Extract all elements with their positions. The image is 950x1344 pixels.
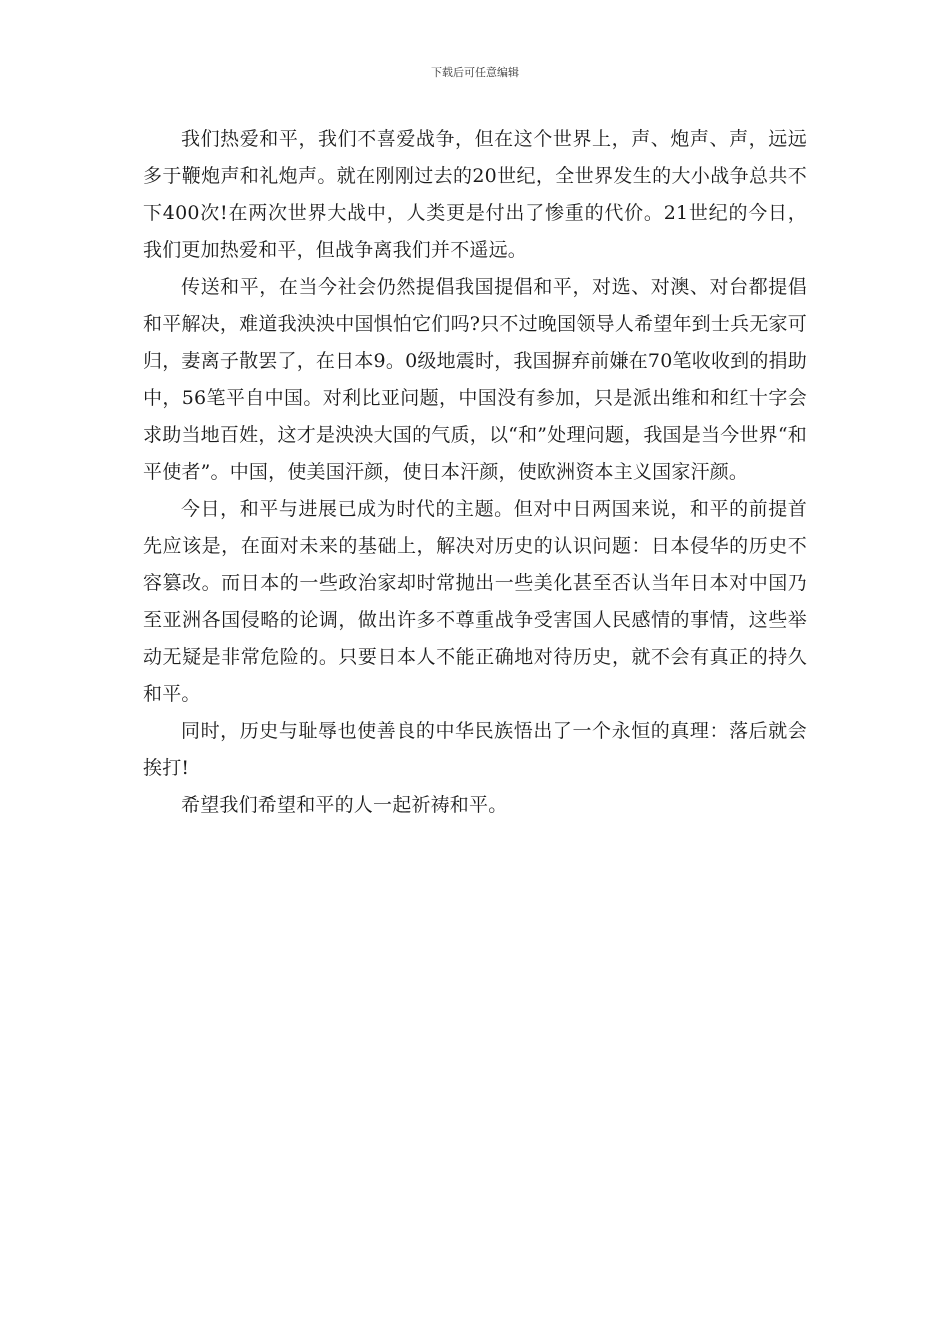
paragraph-5: 希望我们希望和平的人一起祈祷和平。 xyxy=(181,794,508,816)
document-body xyxy=(143,121,807,824)
paragraph-4: 同时，历史与耻辱也使善良的中华民族悟出了一个永恒的真理：落后就会挨打! xyxy=(143,720,807,779)
paragraph-2: 传送和平，在当今社会仍然提倡我国提倡和平，对选、对澳、对台都提倡和平解决，难道我泱泱中国惧怕它们吗?只不过晚国领导人希望年到士兵无家可归，妻离子散罢了，在日本9。0级地震时，我国摒弃前嫌在70笔收收到的捐助中，56笔平自中国。对利比亚问题，中国没有参加，只是派出维和和红十字会求助当地百姓，这才是泱泱大国的气质，以“和”处理问题，我国是当今世界“和平使者”。中国，使美国汗颜，使日本汗颜，使欧洲资本主义国家汗颜。 xyxy=(143,276,807,483)
paragraph-1: 我们热爱和平，我们不喜爱战争，但在这个世界上，声、炮声、声，远远多于鞭炮声和礼炮声。就在刚刚过去的20世纪，全世界发生的大小战争总共不下400次!在两次世界大战中，人类更是付出了惨重的代价。21世纪的今日，我们更加热爱和平，但战争离我们并不遥远。 xyxy=(143,128,807,261)
page-header: 下载后可任意编辑 xyxy=(431,66,519,79)
paragraph-3: 今日，和平与进展已成为时代的主题。但对中日两国来说，和平的前提首先应该是，在面对未来的基础上，解决对历史的认识问题：日本侵华的历史不容篡改。而日本的一些政治家却时常抛出一些美化甚至否认当年日本对中国乃至亚洲各国侵略的论调，做出许多不尊重战争受害国人民感情的事情，这些举动无疑是非常危险的。只要日本人不能正确地对待历史，就不会有真正的持久和平。 xyxy=(143,498,807,705)
